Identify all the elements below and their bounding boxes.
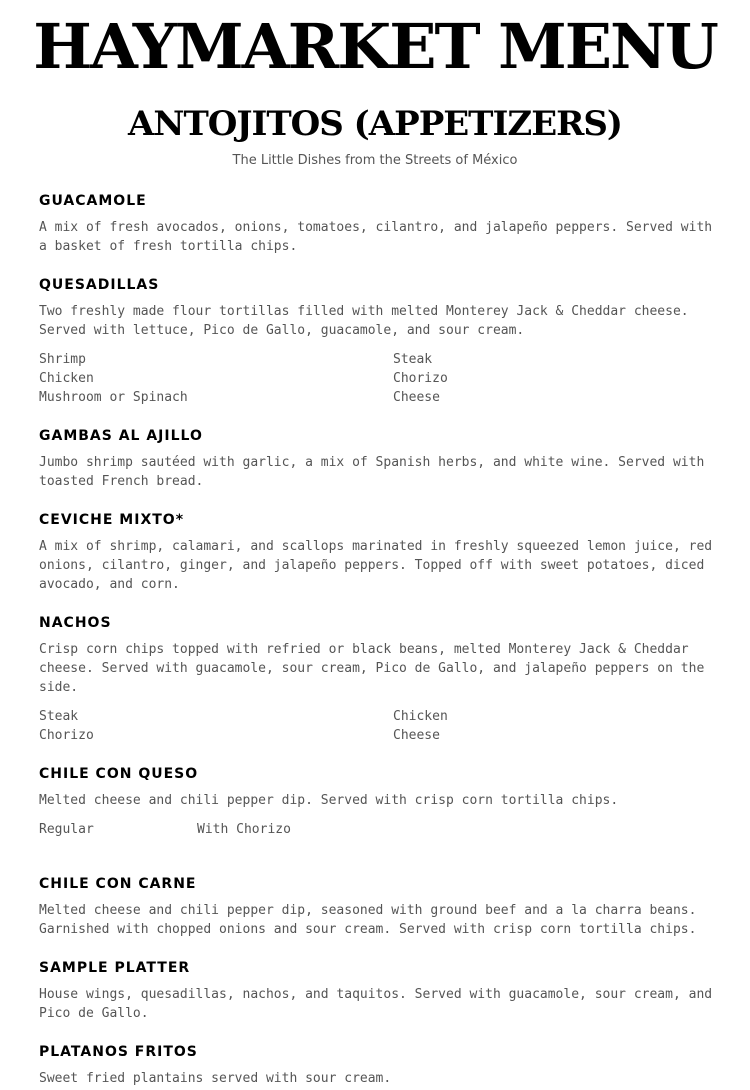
item-description: Melted cheese and chili pepper dip, seasoned with ground beef and a la charra beans. Garnished with chopped onions and sour cream. Served with crisp corn tortilla chips.	[39, 903, 697, 937]
item-description: Melted cheese and chili pepper dip. Served with crisp corn tortilla chips.	[39, 793, 619, 808]
menu-item-gambas-al-ajillo	[39, 427, 726, 491]
menu-items	[0, 170, 750, 1088]
item-name: NACHOS	[39, 615, 112, 631]
item-options	[39, 350, 726, 407]
item-option: Shrimp	[39, 352, 86, 367]
item-option: Cheese	[393, 390, 440, 405]
menu-item-guacamole	[39, 192, 726, 256]
item-option: Chorizo	[393, 371, 448, 386]
item-description: Sweet fried plantains served with sour cream.	[39, 1071, 392, 1086]
item-name: GAMBAS AL AJILLO	[39, 428, 203, 444]
item-option: With Chorizo	[197, 822, 291, 837]
item-option: Chorizo	[39, 728, 94, 743]
section-title: ANTOJITOS (APPETIZERS)	[127, 104, 623, 144]
item-description: Crisp corn chips topped with refried or black beans, melted Monterey Jack & Cheddar cheese. Served with guacamole, sour cream, Pico de Gallo, and jalapeño peppers on the side.	[39, 642, 705, 695]
item-options	[39, 707, 726, 745]
menu-title: HAYMARKET MENU	[33, 10, 717, 83]
item-option: Regular	[39, 822, 94, 837]
menu-item-platanos-fritos	[39, 1043, 726, 1088]
menu-item-quesadillas	[39, 276, 726, 407]
item-name: CHILE CON QUESO	[39, 766, 199, 782]
item-description: Jumbo shrimp sautéed with garlic, a mix of Spanish herbs, and white wine. Served with toasted French bread.	[39, 455, 705, 489]
item-name: SAMPLE PLATTER	[39, 960, 191, 976]
item-option: Mushroom or Spinach	[39, 390, 188, 405]
menu-item-chile-con-queso	[39, 765, 726, 839]
item-option: Chicken	[39, 371, 94, 386]
item-description: House wings, quesadillas, nachos, and taquitos. Served with guacamole, sour cream, and Pico de Gallo.	[39, 987, 713, 1021]
section-subtitle: The Little Dishes from the Streets of México	[232, 153, 518, 168]
item-option: Chicken	[393, 709, 448, 724]
item-option: Steak	[393, 352, 433, 367]
menu-item-sample-platter	[39, 959, 726, 1023]
item-description: A mix of shrimp, calamari, and scallops marinated in freshly squeezed lemon juice, red onions, cilantro, ginger, and jalapeño peppers. Topped off with sweet potatoes, diced avocado, and corn.	[39, 539, 713, 592]
menu-item-chile-con-carne	[39, 875, 726, 939]
item-description: Two freshly made flour tortillas filled with melted Monterey Jack & Cheddar cheese. Served with lettuce, Pico de Gallo, guacamole, and sour cream.	[39, 304, 689, 338]
item-name: GUACAMOLE	[39, 193, 147, 209]
item-options	[39, 820, 726, 839]
item-option: Cheese	[393, 728, 440, 743]
menu-item-nachos	[39, 614, 726, 745]
item-name: CHILE CON CARNE	[39, 876, 197, 892]
item-description: A mix of fresh avocados, onions, tomatoes, cilantro, and jalapeño peppers. Served with a basket of fresh tortilla chips.	[39, 220, 713, 254]
menu-item-ceviche-mixto	[39, 511, 726, 594]
item-name: PLATANOS FRITOS	[39, 1044, 198, 1060]
item-name: QUESADILLAS	[39, 277, 160, 293]
item-name: CEVICHE MIXTO*	[39, 512, 185, 528]
item-option: Steak	[39, 709, 79, 724]
